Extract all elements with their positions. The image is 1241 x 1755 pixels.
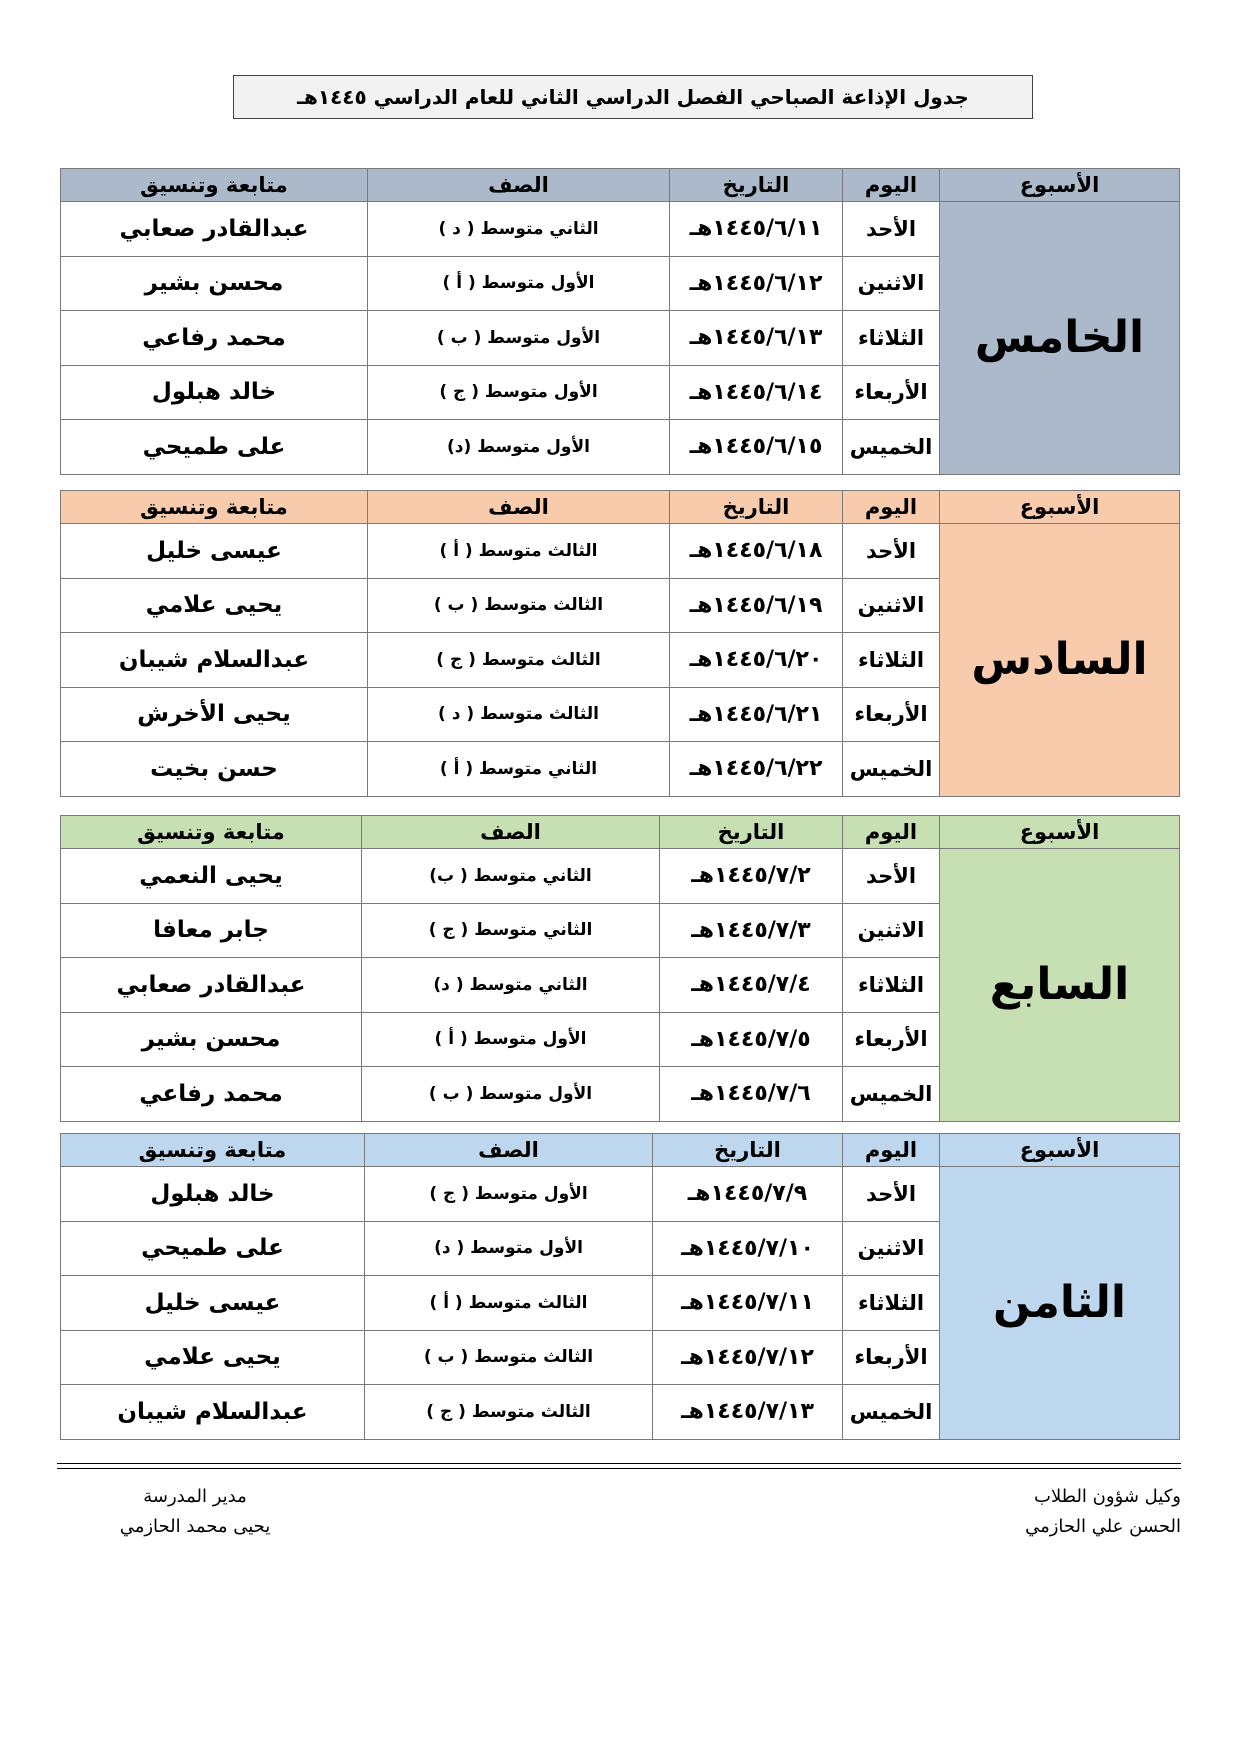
footer-divider-thin [57, 1463, 1181, 1464]
date-cell: ١٤٤٥/٧/٥هـ [660, 1012, 843, 1067]
coordinator-cell: عبدالقادر صعابي [61, 202, 368, 257]
header-follow: متابعة وتنسيق [61, 816, 362, 849]
date-cell: ١٤٤٥/٧/٢هـ [660, 849, 843, 904]
day-cell: الأحد [843, 524, 940, 579]
day-cell: الاثنين [843, 578, 940, 633]
day-cell: الخميس [843, 420, 940, 475]
coordinator-cell: يحيى النعمي [61, 849, 362, 904]
date-cell: ١٤٤٥/٦/١٣هـ [670, 311, 843, 366]
class-cell: الأول متوسط ( ج ) [365, 1167, 653, 1222]
header-date: التاريخ [660, 816, 843, 849]
day-cell: الثلاثاء [843, 633, 940, 688]
date-cell: ١٤٤٥/٦/١٢هـ [670, 256, 843, 311]
date-cell: ١٤٤٥/٦/١٨هـ [670, 524, 843, 579]
week-table-6 [60, 490, 1180, 797]
week-table-8 [60, 1133, 1180, 1440]
class-cell: الثاني متوسط ( ب) [362, 849, 660, 904]
student-affairs-signature [941, 1482, 1181, 1542]
week-name: الثامن [940, 1167, 1180, 1440]
day-cell: الأربعاء [843, 1012, 940, 1067]
header-day: اليوم [843, 169, 940, 202]
student-affairs-title: وكيل شؤون الطلاب [1034, 1486, 1181, 1507]
class-cell: الثاني متوسط ( د) [362, 958, 660, 1013]
principal-name: يحيى محمد الحازمي [119, 1516, 271, 1537]
day-cell: الأحد [843, 1167, 940, 1222]
header-class: الصف [362, 816, 660, 849]
header-week: الأسبوع [940, 1134, 1180, 1167]
class-cell: الأول متوسط ( ج ) [368, 365, 670, 420]
class-cell: الثالث متوسط ( د ) [368, 687, 670, 742]
header-date: التاريخ [670, 491, 843, 524]
table-row [61, 849, 1180, 904]
header-follow: متابعة وتنسيق [61, 1134, 365, 1167]
coordinator-cell: خالد هبلول [61, 365, 368, 420]
class-cell: الأول متوسط ( د) [365, 1221, 653, 1276]
page-title: جدول الإذاعة الصباحي الفصل الدراسي الثاني للعام الدراسي ١٤٤٥هـ [233, 75, 1033, 119]
header-week: الأسبوع [940, 816, 1180, 849]
date-cell: ١٤٤٥/٦/١٤هـ [670, 365, 843, 420]
class-cell: الثالث متوسط ( أ ) [365, 1276, 653, 1331]
table-header-row [61, 169, 1180, 202]
class-cell: الأول متوسط ( أ ) [362, 1012, 660, 1067]
class-cell: الثالث متوسط ( أ ) [368, 524, 670, 579]
header-date: التاريخ [670, 169, 843, 202]
principal-signature [110, 1482, 280, 1542]
date-cell: ١٤٤٥/٧/١٣هـ [653, 1385, 843, 1440]
header-date: التاريخ [653, 1134, 843, 1167]
date-cell: ١٤٤٥/٧/٦هـ [660, 1067, 843, 1122]
header-day: اليوم [843, 491, 940, 524]
table-row [61, 1167, 1180, 1222]
week-table-7 [60, 815, 1180, 1122]
date-cell: ١٤٤٥/٧/٣هـ [660, 903, 843, 958]
week-name: السابع [940, 849, 1180, 1122]
table-header-row [61, 491, 1180, 524]
date-cell: ١٤٤٥/٧/٩هـ [653, 1167, 843, 1222]
day-cell: الاثنين [843, 1221, 940, 1276]
coordinator-cell: عيسى خليل [61, 1276, 365, 1331]
date-cell: ١٤٤٥/٦/١١هـ [670, 202, 843, 257]
day-cell: الثلاثاء [843, 958, 940, 1013]
header-follow: متابعة وتنسيق [61, 491, 368, 524]
header-class: الصف [368, 491, 670, 524]
class-cell: الأول متوسط (د) [368, 420, 670, 475]
day-cell: الخميس [843, 742, 940, 797]
date-cell: ١٤٤٥/٦/٢٠هـ [670, 633, 843, 688]
header-class: الصف [365, 1134, 653, 1167]
coordinator-cell: عيسى خليل [61, 524, 368, 579]
coordinator-cell: خالد هبلول [61, 1167, 365, 1222]
date-cell: ١٤٤٥/٧/١١هـ [653, 1276, 843, 1331]
student-affairs-name: الحسن علي الحازمي [1025, 1516, 1181, 1537]
class-cell: الثاني متوسط ( ج ) [362, 903, 660, 958]
coordinator-cell: جابر معافا [61, 903, 362, 958]
date-cell: ١٤٤٥/٧/١٢هـ [653, 1330, 843, 1385]
header-day: اليوم [843, 1134, 940, 1167]
coordinator-cell: حسن بخيت [61, 742, 368, 797]
coordinator-cell: على طميحي [61, 1221, 365, 1276]
class-cell: الثالث متوسط ( ب ) [365, 1330, 653, 1385]
day-cell: الأحد [843, 849, 940, 904]
class-cell: الثالث متوسط ( ج ) [365, 1385, 653, 1440]
day-cell: الخميس [843, 1385, 940, 1440]
coordinator-cell: محمد رفاعي [61, 311, 368, 366]
week-table-5 [60, 168, 1180, 475]
class-cell: الثالث متوسط ( ج ) [368, 633, 670, 688]
week-name: الخامس [940, 202, 1180, 475]
coordinator-cell: على طميحي [61, 420, 368, 475]
principal-title: مدير المدرسة [143, 1486, 247, 1507]
table-header-row [61, 816, 1180, 849]
date-cell: ١٤٤٥/٧/١٠هـ [653, 1221, 843, 1276]
day-cell: الاثنين [843, 903, 940, 958]
footer-divider-thick [57, 1468, 1181, 1469]
coordinator-cell: عبدالقادر صعابي [61, 958, 362, 1013]
header-day: اليوم [843, 816, 940, 849]
date-cell: ١٤٤٥/٧/٤هـ [660, 958, 843, 1013]
day-cell: الثلاثاء [843, 311, 940, 366]
day-cell: الاثنين [843, 256, 940, 311]
date-cell: ١٤٤٥/٦/١٥هـ [670, 420, 843, 475]
header-class: الصف [368, 169, 670, 202]
day-cell: الأحد [843, 202, 940, 257]
class-cell: الثالث متوسط ( ب ) [368, 578, 670, 633]
coordinator-cell: يحيى علامي [61, 578, 368, 633]
coordinator-cell: محسن بشير [61, 1012, 362, 1067]
date-cell: ١٤٤٥/٦/٢١هـ [670, 687, 843, 742]
class-cell: الأول متوسط ( ب ) [368, 311, 670, 366]
table-row [61, 524, 1180, 579]
day-cell: الأربعاء [843, 687, 940, 742]
class-cell: الثاني متوسط ( أ ) [368, 742, 670, 797]
day-cell: الأربعاء [843, 365, 940, 420]
week-name: السادس [940, 524, 1180, 797]
coordinator-cell: محسن بشير [61, 256, 368, 311]
day-cell: الأربعاء [843, 1330, 940, 1385]
class-cell: الثاني متوسط ( د ) [368, 202, 670, 257]
day-cell: الثلاثاء [843, 1276, 940, 1331]
class-cell: الأول متوسط ( أ ) [368, 256, 670, 311]
header-week: الأسبوع [940, 169, 1180, 202]
coordinator-cell: يحيى علامي [61, 1330, 365, 1385]
table-header-row [61, 1134, 1180, 1167]
header-follow: متابعة وتنسيق [61, 169, 368, 202]
date-cell: ١٤٤٥/٦/٢٢هـ [670, 742, 843, 797]
coordinator-cell: عبدالسلام شيبان [61, 633, 368, 688]
table-row [61, 202, 1180, 257]
class-cell: الأول متوسط ( ب ) [362, 1067, 660, 1122]
coordinator-cell: عبدالسلام شيبان [61, 1385, 365, 1440]
day-cell: الخميس [843, 1067, 940, 1122]
coordinator-cell: يحيى الأخرش [61, 687, 368, 742]
header-week: الأسبوع [940, 491, 1180, 524]
date-cell: ١٤٤٥/٦/١٩هـ [670, 578, 843, 633]
coordinator-cell: محمد رفاعي [61, 1067, 362, 1122]
